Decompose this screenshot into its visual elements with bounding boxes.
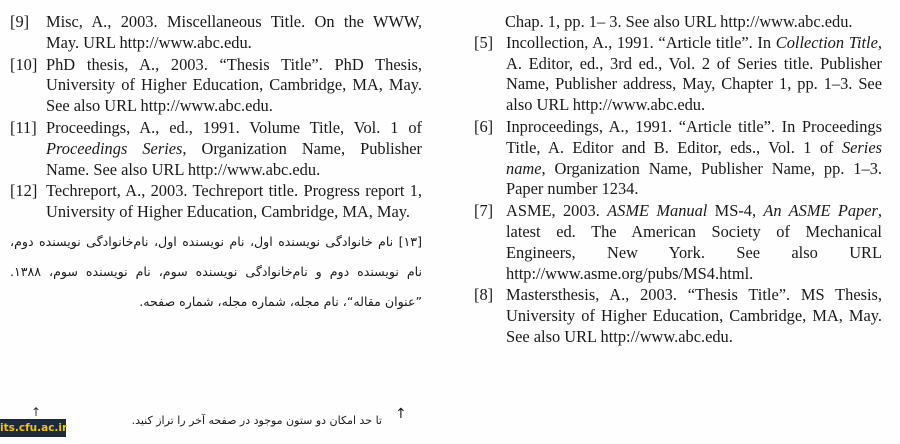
reference-number: [6] bbox=[474, 116, 494, 136]
arrow-up-icon: ↑ bbox=[395, 406, 407, 422]
site-logo: its.cfu.ac.ir bbox=[0, 419, 66, 437]
reference-segment: Mastersthesis, A., 2003. “Thesis Title”. MS Thesis, University of Higher Education, Cambridge, MA, May. See also URL http://www.abc.edu. bbox=[506, 285, 882, 346]
reference-segment: , Organization Name, Publisher Name. See also URL http://www.abc.edu. bbox=[46, 138, 422, 179]
reference-number: [10] bbox=[10, 54, 38, 74]
persian-reference-13: [۱۳] نام خانوادگی نویسنده اول، نام نویسنده اول، نام‌خانوادگی نویسنده دوم، نام نویسنده دوم و نام‌خانوادگی نویسنده سوم، نام نویسنده سوم، ۱۳۸۸. ”عنوان مقاله“، نام مجله، شماره مجله، شماره صفحه. bbox=[10, 233, 422, 309]
reference-continuation: Chap. 1, pp. 1– 3. See also URL http://www.abc.edu. bbox=[505, 12, 853, 31]
reference-number: [12] bbox=[10, 181, 38, 201]
reference-text bbox=[46, 12, 422, 52]
reference-number: [11] bbox=[10, 117, 37, 137]
reference-item bbox=[10, 55, 422, 117]
right-column bbox=[474, 12, 882, 349]
reference-italic-segment: An ASME Paper bbox=[763, 201, 878, 221]
reference-text bbox=[506, 201, 882, 282]
reference-segment: , latest ed. The American Society of Mechanical Engineers, New York. See also URL http://www.asme.org/pubs/MS4.html. bbox=[506, 201, 882, 283]
balance-columns-note: تا حد امکان دو ستون موجود در صفحه آخر را تراز کنید. bbox=[131, 414, 382, 427]
reference-segment: Inproceedings, A., 1991. “Article title”. In Proceedings Title, A. Editor and B. Editor, eds., Vol. 1 of bbox=[506, 116, 882, 157]
page-footer bbox=[0, 404, 900, 444]
reference-item bbox=[474, 117, 882, 200]
reference-item bbox=[474, 285, 882, 347]
reference-segment: Proceedings, A., ed., 1991. Volume Title, Vol. 1 of bbox=[46, 117, 422, 137]
reference-segment: Misc, A., 2003. Miscellaneous Title. On the WWW, May. URL http://www.abc.edu. bbox=[46, 12, 422, 52]
arrow-up-icon: ↑ bbox=[31, 405, 42, 419]
reference-italic-segment: Collection Title bbox=[775, 32, 878, 52]
reference-segment: ASME, 2003. bbox=[506, 201, 608, 221]
left-reference-list bbox=[10, 12, 422, 223]
reference-text bbox=[46, 118, 422, 179]
reference-text bbox=[46, 181, 422, 221]
reference-italic-segment: ASME Manual bbox=[607, 201, 708, 221]
reference-segment: Techreport, A., 2003. Techreport title. Progress report 1, University of Higher Education, Cambridge, MA, May. bbox=[46, 181, 422, 222]
reference-segment: , A. Editor, ed., 3rd ed., Vol. 2 of Series title. Publisher Name, Publisher address, May, Chapter 1, pp. 1–3. See also URL http://www.abc.edu. bbox=[506, 32, 882, 115]
reference-segment: PhD thesis, A., 2003. “Thesis Title”. PhD Thesis, University of Higher Education, Cambridge, MA, May. See also URL http://www.abc.edu. bbox=[46, 54, 422, 116]
reference-italic-segment: Series name bbox=[506, 137, 882, 178]
reference-item bbox=[474, 201, 882, 284]
reference-item bbox=[474, 33, 882, 116]
reference-item bbox=[10, 118, 422, 180]
reference-number: [7] bbox=[474, 201, 494, 221]
left-column bbox=[10, 12, 422, 317]
reference-number: [9] bbox=[10, 12, 30, 31]
reference-text bbox=[46, 55, 422, 116]
reference-text bbox=[506, 33, 882, 114]
reference-item bbox=[10, 12, 422, 54]
reference-number: [5] bbox=[474, 32, 494, 52]
reference-segment: , Organization Name, Publisher Name, pp. 1–3. Paper number 1234. bbox=[506, 158, 882, 199]
reference-number: [8] bbox=[474, 285, 494, 305]
right-reference-list bbox=[474, 33, 882, 348]
reference-item bbox=[10, 181, 422, 223]
reference-segment: Incollection, A., 1991. “Article title”. In bbox=[506, 32, 776, 52]
reference-text bbox=[506, 285, 882, 346]
reference-segment: MS-4, bbox=[707, 201, 764, 221]
reference-italic-segment: Proceedings Series bbox=[46, 138, 183, 158]
reference-text bbox=[506, 117, 882, 198]
